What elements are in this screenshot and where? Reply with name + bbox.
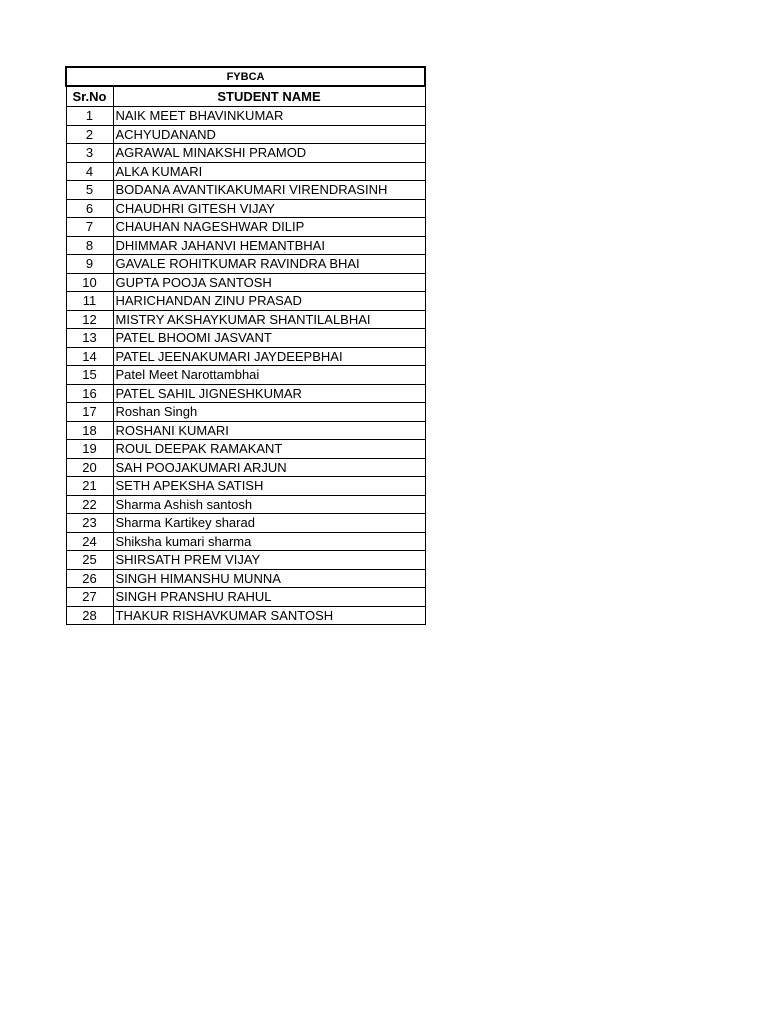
- table-row: [66, 218, 425, 237]
- student-name-cell[interactable]: ROUL DEEPAK RAMAKANT: [113, 440, 425, 459]
- sr-no-cell[interactable]: 26: [66, 569, 113, 588]
- header-row: [66, 86, 425, 107]
- table-row: [66, 199, 425, 218]
- table-row: [66, 569, 425, 588]
- table-row: [66, 144, 425, 163]
- sr-no-cell[interactable]: 5: [66, 181, 113, 200]
- sr-no-cell[interactable]: 10: [66, 273, 113, 292]
- sr-no-cell[interactable]: 14: [66, 347, 113, 366]
- student-name-header[interactable]: STUDENT NAME: [113, 86, 425, 107]
- table-row: [66, 162, 425, 181]
- sr-no-cell[interactable]: 6: [66, 199, 113, 218]
- sr-no-cell[interactable]: 15: [66, 366, 113, 385]
- sr-no-cell[interactable]: 12: [66, 310, 113, 329]
- student-name-cell[interactable]: Shiksha kumari sharma: [113, 532, 425, 551]
- sr-no-cell[interactable]: 16: [66, 384, 113, 403]
- sr-no-header[interactable]: Sr.No: [66, 86, 113, 107]
- sr-no-cell[interactable]: 17: [66, 403, 113, 422]
- student-name-cell[interactable]: ALKA KUMARI: [113, 162, 425, 181]
- sheet-title[interactable]: FYBCA: [66, 67, 425, 86]
- table-row: [66, 273, 425, 292]
- student-name-cell[interactable]: ROSHANI KUMARI: [113, 421, 425, 440]
- table-row: [66, 384, 425, 403]
- table-row: [66, 236, 425, 255]
- table-row: [66, 366, 425, 385]
- student-name-cell[interactable]: SHIRSATH PREM VIJAY: [113, 551, 425, 570]
- sr-no-cell[interactable]: 7: [66, 218, 113, 237]
- sr-no-cell[interactable]: 2: [66, 125, 113, 144]
- table-row: [66, 588, 425, 607]
- sr-no-cell[interactable]: 24: [66, 532, 113, 551]
- sr-no-cell[interactable]: 13: [66, 329, 113, 348]
- student-name-cell[interactable]: PATEL SAHIL JIGNESHKUMAR: [113, 384, 425, 403]
- student-name-cell[interactable]: SINGH PRANSHU RAHUL: [113, 588, 425, 607]
- student-name-cell[interactable]: BODANA AVANTIKAKUMARI VIRENDRASINH: [113, 181, 425, 200]
- table-row: [66, 255, 425, 274]
- sr-no-cell[interactable]: 27: [66, 588, 113, 607]
- student-name-cell[interactable]: GAVALE ROHITKUMAR RAVINDRA BHAI: [113, 255, 425, 274]
- table-row: [66, 347, 425, 366]
- student-name-cell[interactable]: NAIK MEET BHAVINKUMAR: [113, 107, 425, 126]
- table-row: [66, 514, 425, 533]
- student-name-cell[interactable]: MISTRY AKSHAYKUMAR SHANTILALBHAI: [113, 310, 425, 329]
- sr-no-cell[interactable]: 23: [66, 514, 113, 533]
- student-name-cell[interactable]: ACHYUDANAND: [113, 125, 425, 144]
- sr-no-cell[interactable]: 8: [66, 236, 113, 255]
- table-row: [66, 181, 425, 200]
- table-row: [66, 458, 425, 477]
- student-name-cell[interactable]: SETH APEKSHA SATISH: [113, 477, 425, 496]
- table-row: [66, 477, 425, 496]
- table-row: [66, 606, 425, 625]
- sr-no-cell[interactable]: 20: [66, 458, 113, 477]
- student-name-cell[interactable]: PATEL BHOOMI JASVANT: [113, 329, 425, 348]
- student-name-cell[interactable]: Patel Meet Narottambhai: [113, 366, 425, 385]
- table-row: [66, 440, 425, 459]
- student-name-cell[interactable]: DHIMMAR JAHANVI HEMANTBHAI: [113, 236, 425, 255]
- student-name-cell[interactable]: GUPTA POOJA SANTOSH: [113, 273, 425, 292]
- student-name-cell[interactable]: SAH POOJAKUMARI ARJUN: [113, 458, 425, 477]
- student-name-cell[interactable]: HARICHANDAN ZINU PRASAD: [113, 292, 425, 311]
- sr-no-cell[interactable]: 9: [66, 255, 113, 274]
- table-row: [66, 107, 425, 126]
- student-name-cell[interactable]: Sharma Kartikey sharad: [113, 514, 425, 533]
- student-name-cell[interactable]: CHAUHAN NAGESHWAR DILIP: [113, 218, 425, 237]
- table-row: [66, 329, 425, 348]
- sr-no-cell[interactable]: 1: [66, 107, 113, 126]
- student-roster-table: [65, 66, 426, 625]
- sr-no-cell[interactable]: 21: [66, 477, 113, 496]
- roster-body: [66, 67, 425, 625]
- sr-no-cell[interactable]: 11: [66, 292, 113, 311]
- table-row: [66, 551, 425, 570]
- student-name-cell[interactable]: CHAUDHRI GITESH VIJAY: [113, 199, 425, 218]
- table-row: [66, 125, 425, 144]
- sr-no-cell[interactable]: 28: [66, 606, 113, 625]
- student-name-cell[interactable]: THAKUR RISHAVKUMAR SANTOSH: [113, 606, 425, 625]
- student-name-cell[interactable]: Roshan Singh: [113, 403, 425, 422]
- sr-no-cell[interactable]: 18: [66, 421, 113, 440]
- student-name-cell[interactable]: PATEL JEENAKUMARI JAYDEEPBHAI: [113, 347, 425, 366]
- sr-no-cell[interactable]: 22: [66, 495, 113, 514]
- table-row: [66, 421, 425, 440]
- sr-no-cell[interactable]: 19: [66, 440, 113, 459]
- table-row: [66, 403, 425, 422]
- sr-no-cell[interactable]: 25: [66, 551, 113, 570]
- student-name-cell[interactable]: SINGH HIMANSHU MUNNA: [113, 569, 425, 588]
- student-name-cell[interactable]: Sharma Ashish santosh: [113, 495, 425, 514]
- student-roster-sheet: [65, 66, 424, 625]
- table-row: [66, 495, 425, 514]
- sr-no-cell[interactable]: 4: [66, 162, 113, 181]
- table-row: [66, 310, 425, 329]
- student-name-cell[interactable]: AGRAWAL MINAKSHI PRAMOD: [113, 144, 425, 163]
- sr-no-cell[interactable]: 3: [66, 144, 113, 163]
- title-row: [66, 67, 425, 86]
- table-row: [66, 532, 425, 551]
- table-row: [66, 292, 425, 311]
